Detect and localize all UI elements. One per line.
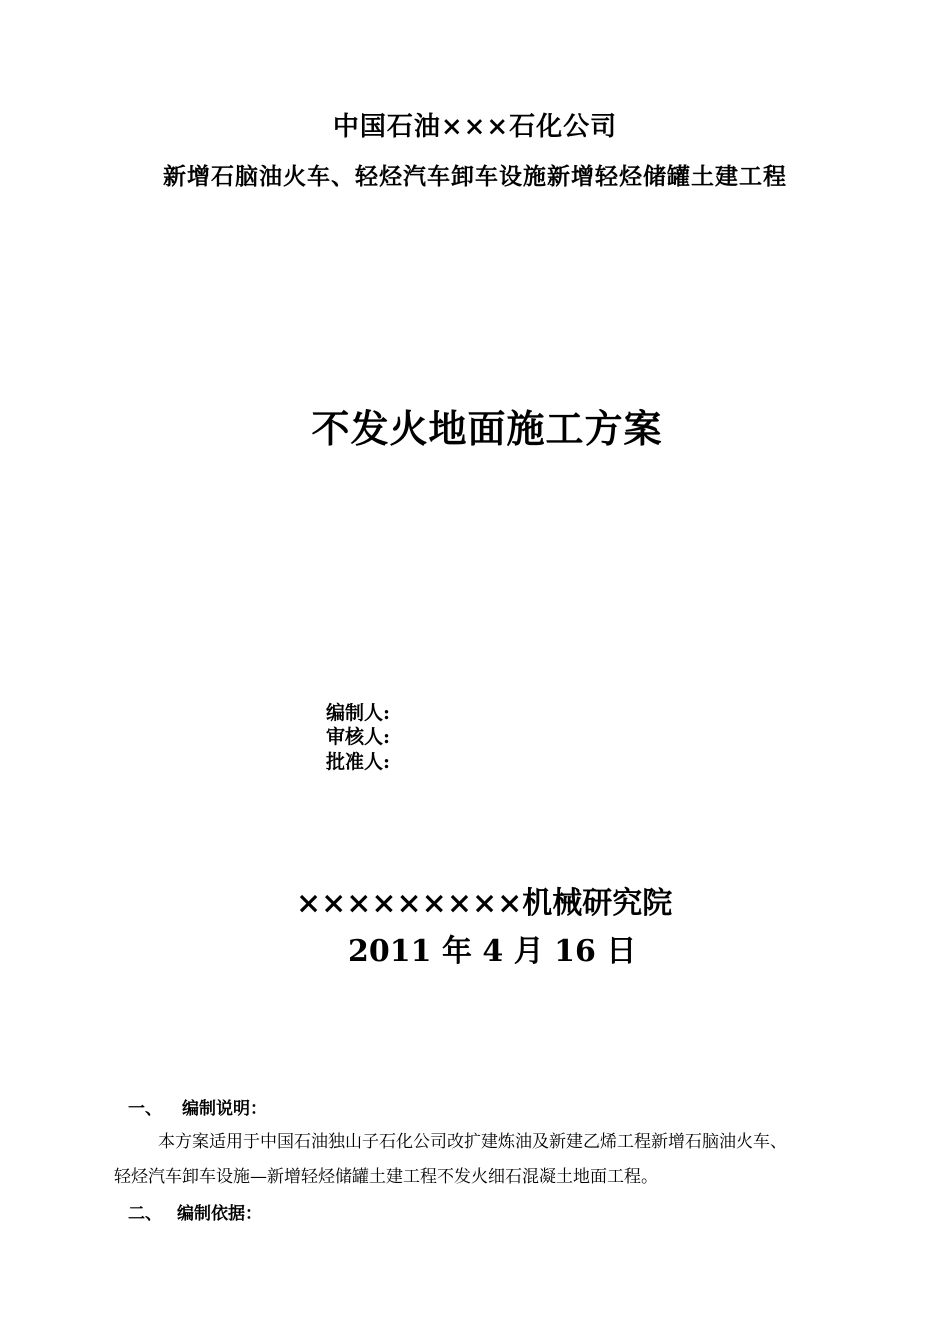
reviewer-label: 审核人: <box>326 726 391 748</box>
section-1-number: 一、 <box>128 1099 162 1119</box>
section-1-paragraph-line-2: 轻烃汽车卸车设施—新增轻烃储罐土建工程不发火细石混凝土地面工程。 <box>114 1167 658 1187</box>
institute-name: ×××××××××机械研究院 <box>296 886 673 921</box>
document-date: 2011 年 4 月 16 日 <box>348 934 637 969</box>
document-title: 不发火地面施工方案 <box>311 406 663 451</box>
project-name: 新增石脑油火车、轻烃汽车卸车设施新增轻烃储罐土建工程 <box>163 163 787 190</box>
company-name: 中国石油×××石化公司 <box>332 112 618 142</box>
section-1-paragraph-line-1: 本方案适用于中国石油独山子石化公司改扩建炼油及新建乙烯工程新增石脑油火车、 <box>158 1132 787 1152</box>
section-2-number: 二、 <box>128 1204 162 1224</box>
approver-label: 批准人: <box>326 751 391 773</box>
section-1-title: 编制说明： <box>182 1099 267 1119</box>
compiler-label: 编制人: <box>326 702 391 724</box>
section-2-title: 编制依据： <box>177 1204 262 1224</box>
